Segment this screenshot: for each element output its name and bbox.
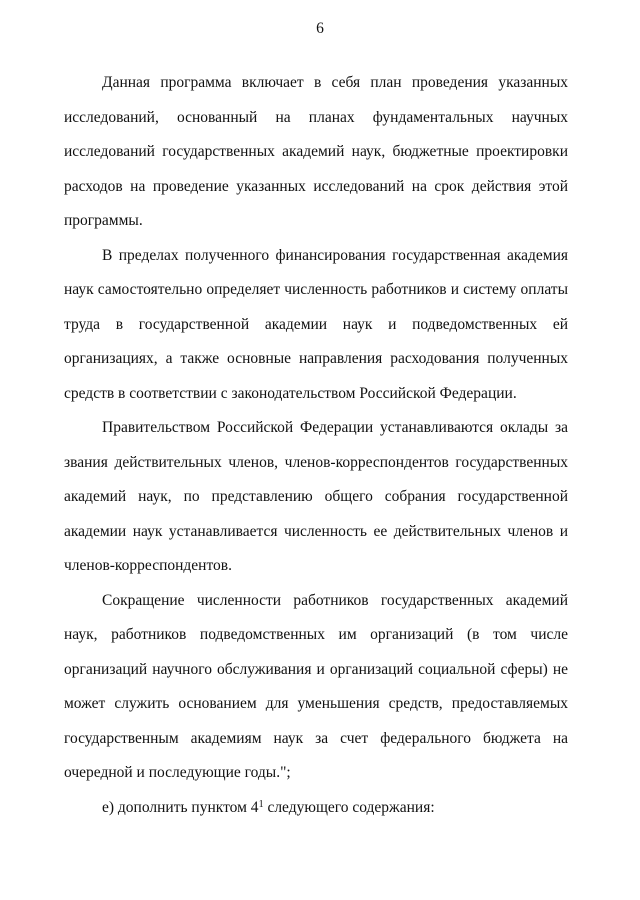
amendment-item-prefix: е) дополнить пунктом 4 [102,798,259,816]
paragraph-salaries: Правительством Российской Федерации устанавливаются оклады за звания действительных членов, членов-корреспондентов государственных академий наук, по представлению общего собрания государственной академии наук устанавливается численность ее действительных членов и членов-корреспондентов. [64,419,568,574]
page-number: 6 [316,20,324,37]
paragraph-staff-reduction: Сокращение численности работников государственных академий наук, работников подведомственных им организаций (в том числе организаций научного обслуживания и организаций социальной сферы) не может служить основанием для уменьшения средств, предоставляемых государственным академиям наук за счет федерального бюджета на очередной и последующие годы."; [64,591,568,781]
paragraph-program-plan: Данная программа включает в себя план проведения указанных исследований, основанный на планах фундаментальных научных исследований государственных академий наук, бюджетные проектировки расходов на проведение указанных исследований на срок действия этой программы. [64,74,568,229]
paragraph-funding: В пределах полученного финансирования государственная академия наук самостоятельно определяет численность работников и систему оплаты труда в государственной академии наук и подведомственных ей организациях, а также основные направления расходования полученных средств в соответствии с законодательством Российской Федерации. [64,246,568,402]
amendment-item-superscript: 1 [258,799,264,811]
amendment-item-suffix: следующего содержания: [263,798,435,816]
document-body [64,66,568,825]
amendment-item-e [64,791,568,826]
